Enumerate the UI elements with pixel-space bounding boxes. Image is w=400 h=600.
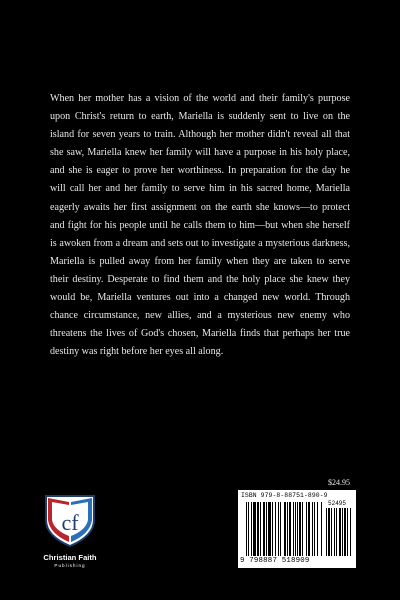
barcode-bars	[246, 502, 324, 556]
addon-code-label: 52495	[328, 500, 347, 507]
book-blurb: When her mother has a vision of the world and their family's purpose upon Christ's return to earth, Mariella is suddenly sent to live on the island for seven years to train. Although her mother didn't reveal all that she saw, Mariella knew her family will have a purpose in his holy place, and she is eager to prove her worthiness. In preparation for the day he will call her and her family to serve him in his sacred home, Mariella eagerly awaits her first assignment on the earth she knows—to protect and fight for his people until he calls them to him—but when she herself is awoken from a dream and sets out to investigate a mysterious darkness, Mariella is pulled away from her family when they are taken to serve their destiny. Desperate to find them and the holy place she knew they would be, Mariella ventures out into a changed new world. Through chance circumstance, new allies, and a mysterious new enemy who threatens the lives of God's chosen, Mariella finds that perhaps her true destiny was right before her eyes all along.	[50, 93, 350, 358]
publisher-subtitle: Publishing	[54, 563, 86, 568]
isbn-label: ISBN 979-8-88751-890-9	[241, 492, 328, 499]
logo-letters: cf	[61, 510, 79, 535]
publisher-name: Christian Faith	[43, 553, 97, 562]
addon-barcode-bars	[326, 508, 352, 556]
isbn-barcode	[238, 490, 356, 568]
barcode-digits: 9 798887 518909	[240, 557, 310, 565]
price-label: $24.95	[328, 478, 350, 487]
publisher-logo-icon	[40, 492, 100, 550]
